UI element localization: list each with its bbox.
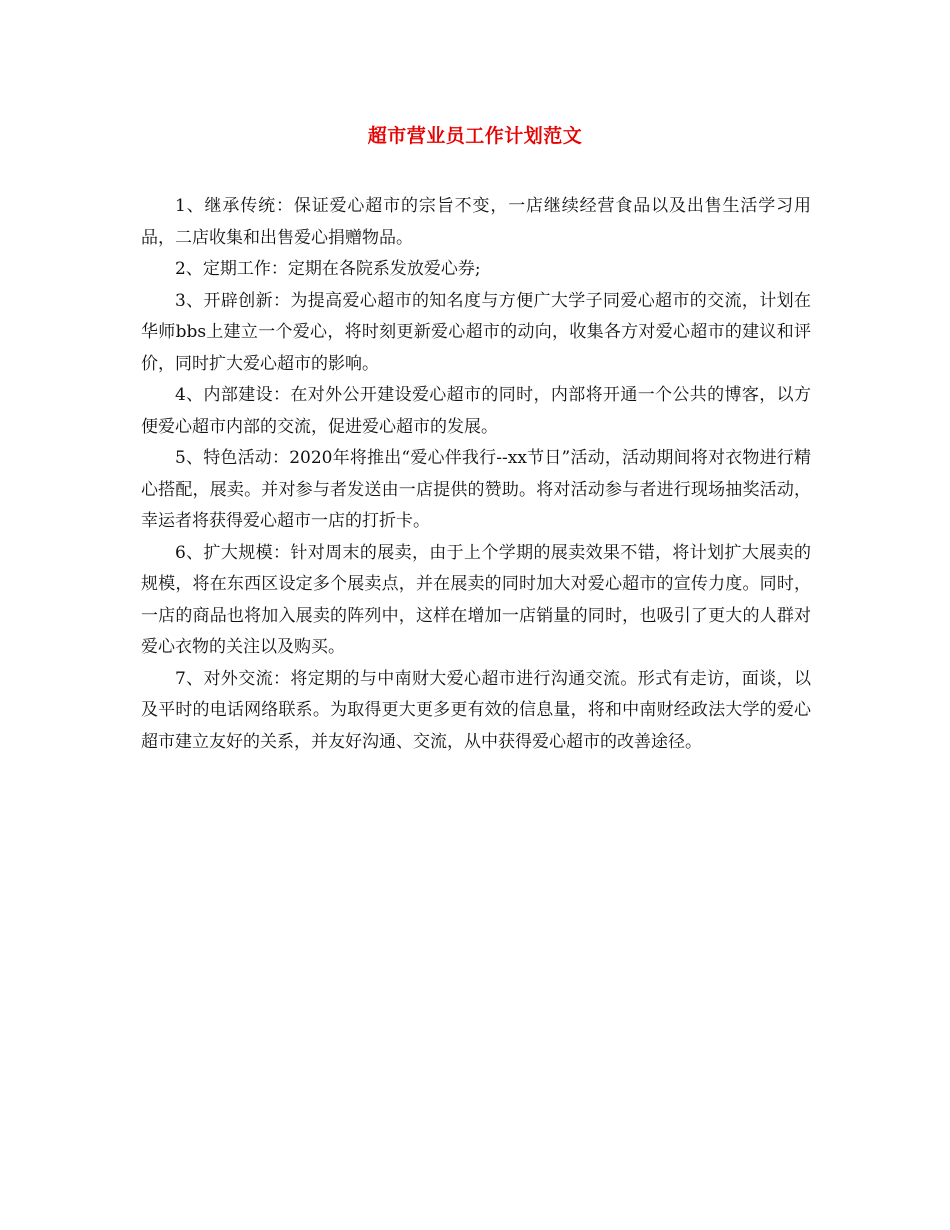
document-body: [141, 191, 811, 758]
paragraph-1: 1、继承传统：保证爱心超市的宗旨不变，一店继续经营食品以及出售生活学习用品，二店收集和出售爱心捐赠物品。: [141, 196, 811, 248]
document-title: 超市营业员工作计划范文: [367, 125, 583, 147]
paragraph-6: 6、扩大规模：针对周末的展卖，由于上个学期的展卖效果不错，将计划扩大展卖的规模，将在东西区设定多个展卖点，并在展卖的同时加大对爱心超市的宣传力度。同时，一店的商品也将加入展卖的阵列中，这样在增加一店销量的同时，也吸引了更大的人群对爱心衣物的关注以及购买。: [141, 542, 811, 657]
paragraph-2: 2、定期工作：定期在各院系发放爱心券;: [175, 259, 481, 279]
paragraph-7: 7、对外交流：将定期的与中南财大爱心超市进行沟通交流。形式有走访，面谈，以及平时的电话网络联系。为取得更大更多更有效的信息量，将和中南财经政法大学的爱心超市建立友好的关系，并友好沟通、交流，从中获得爱心超市的改善途径。: [141, 668, 811, 752]
paragraph-4: 4、内部建设：在对外公开建设爱心超市的同时，内部将开通一个公共的博客，以方便爱心超市内部的交流，促进爱心超市的发展。: [141, 385, 811, 437]
paragraph-5: 5、特色活动：2020年将推出“爱心伴我行--xx节日”活动，活动期间将对衣物进行精心搭配，展卖。并对参与者发送由一店提供的赞助。将对活动参与者进行现场抽奖活动，幸运者将获得爱心超市一店的打折卡。: [141, 448, 811, 531]
paragraph-3: 3、开辟创新：为提高爱心超市的知名度与方便广大学子同爱心超市的交流，计划在华师bbs上建立一个爱心，将时刻更新爱心超市的动向，收集各方对爱心超市的建议和评价，同时扩大爱心超市的影响。: [141, 290, 811, 374]
